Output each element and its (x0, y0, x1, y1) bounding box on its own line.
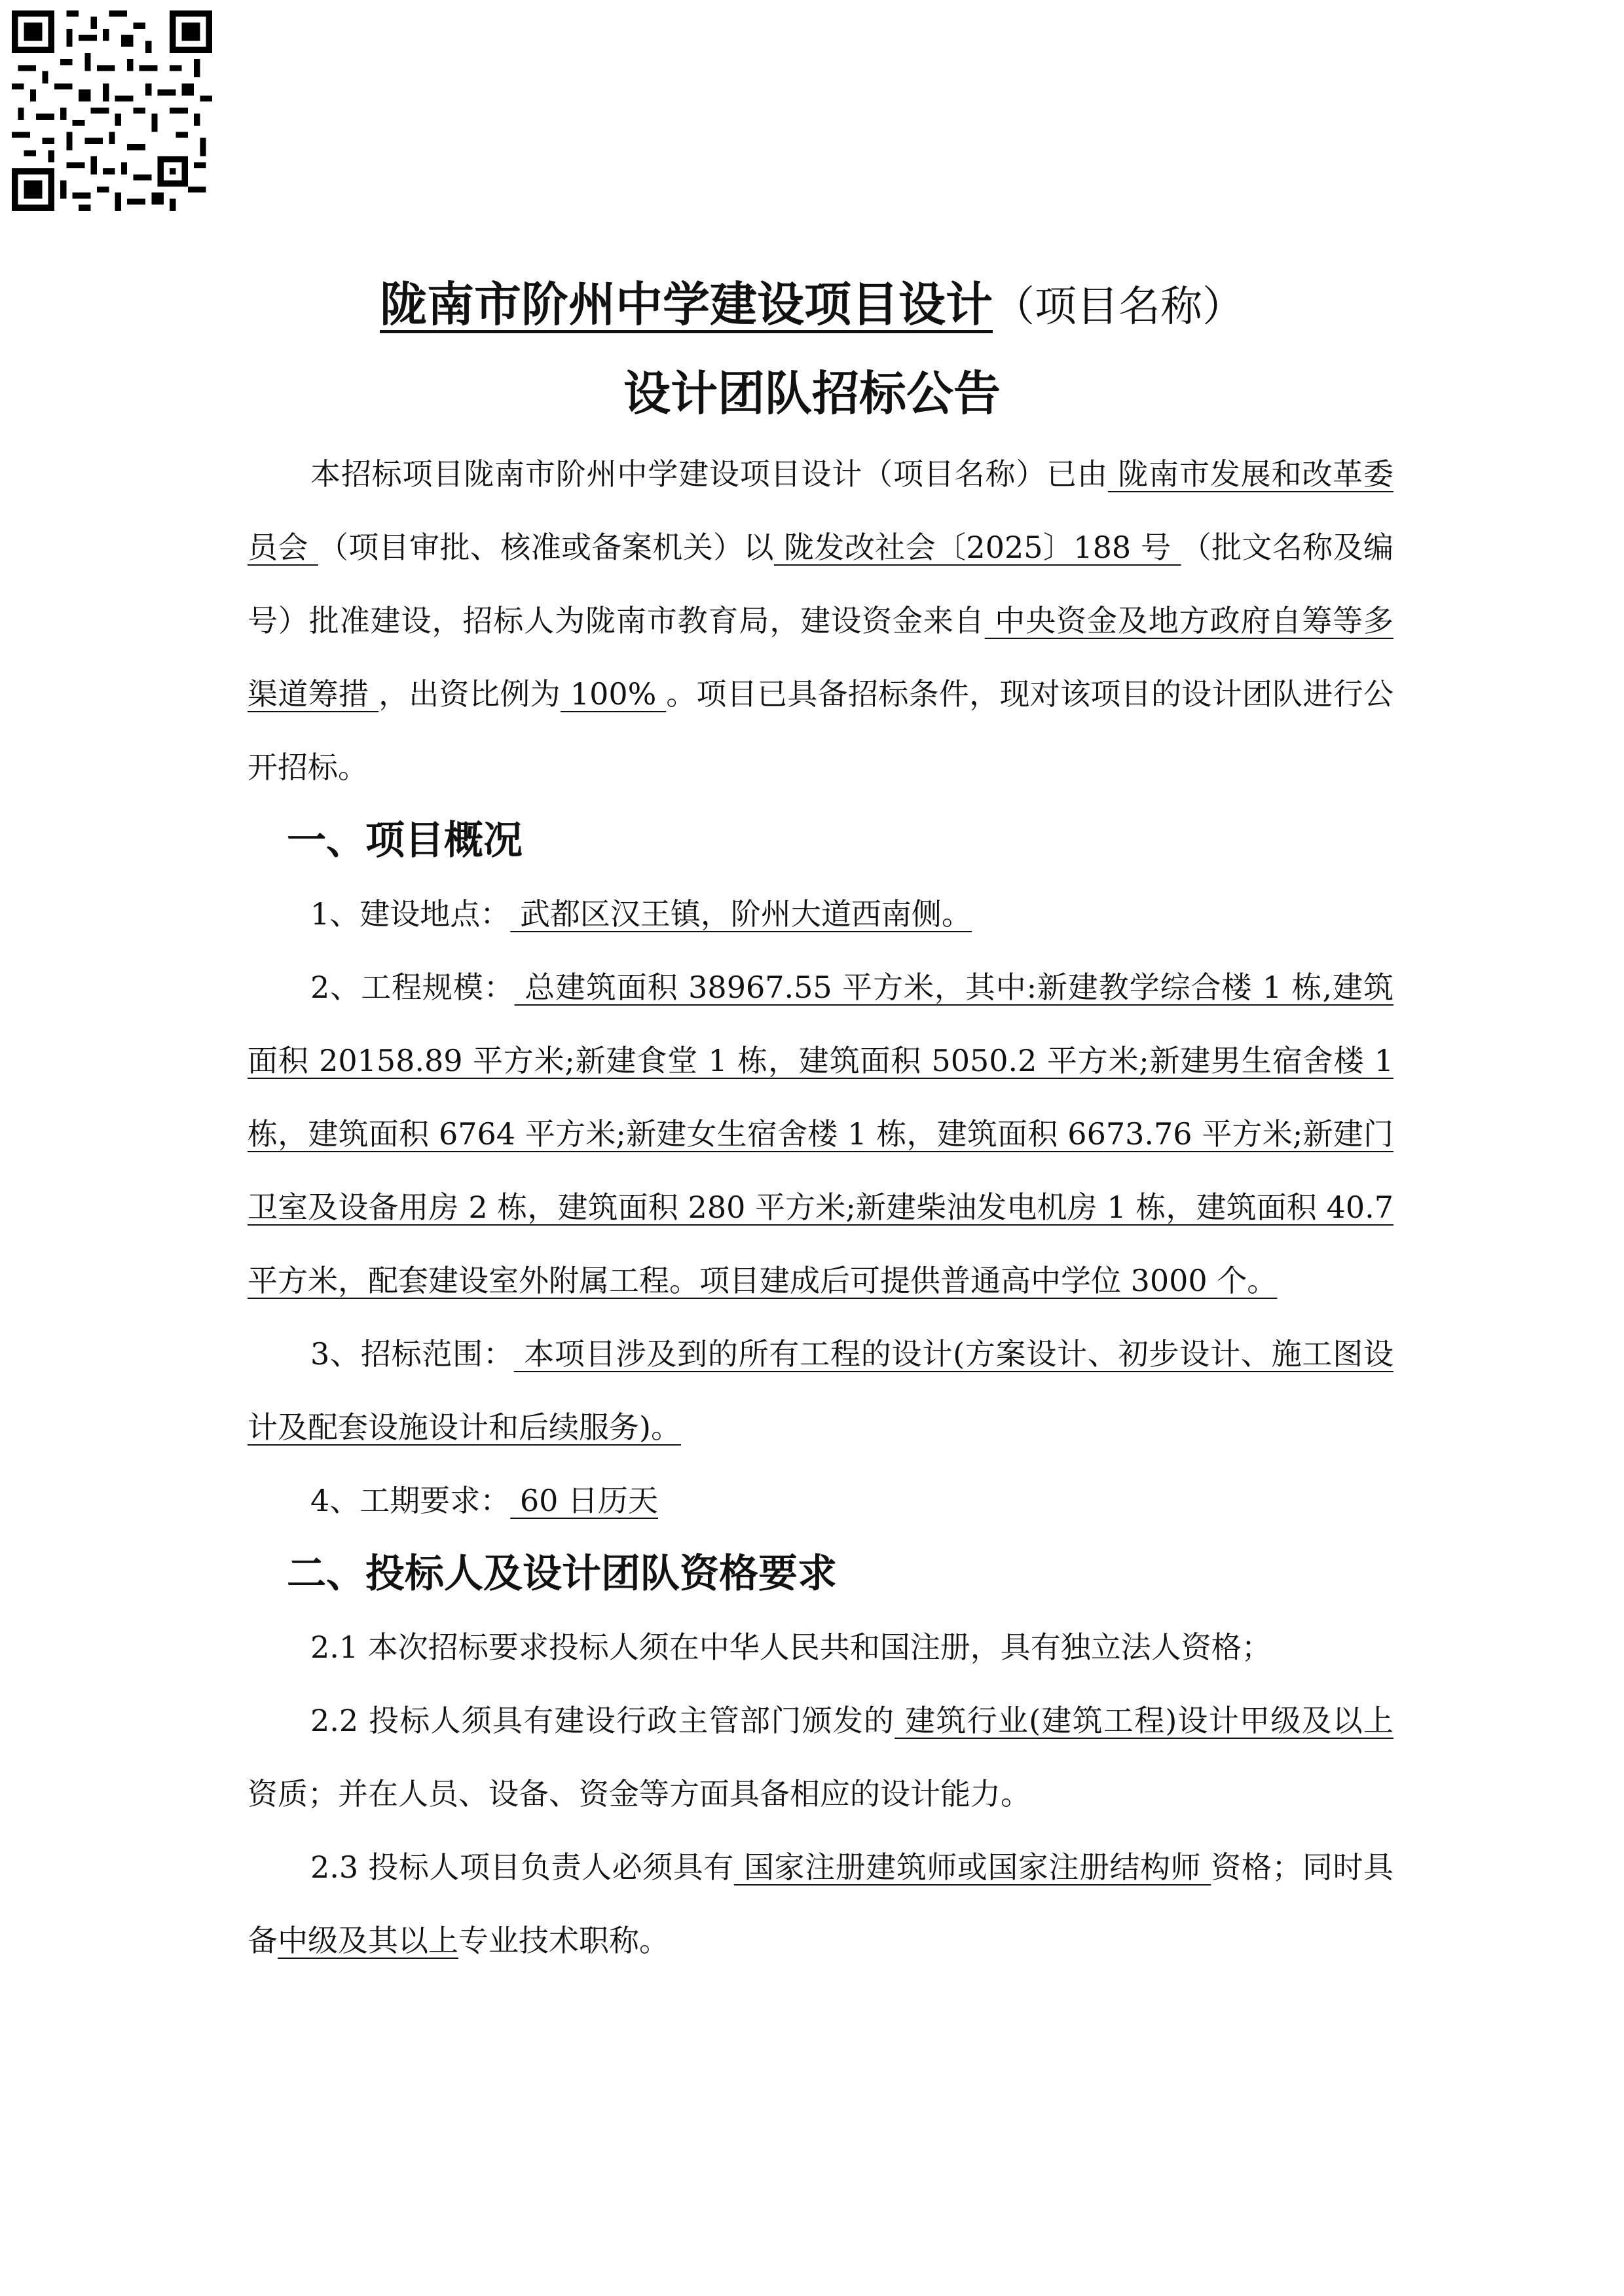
project-name: 陇南市阶州中学建设项目设计 (379, 277, 993, 332)
page-title (0, 268, 1624, 343)
item-location: 1、建设地点： 武都区汉王镇，阶州大道西南侧。 (310, 896, 972, 932)
item-scope: 3、招标范围： 本项目涉及到的所有工程的设计(方案设计、初步设计、施工图设计及配套设施设计和后续服务)。 (248, 1336, 1393, 1445)
intro-paragraph: 本招标项目陇南市阶州中学建设项目设计（项目名称）已由 陇南市发展和改革委员会 （项目审批、核准或备案机关）以 陇发改社会〔2025〕188 号 （批文名称及编号）批准建设，招标人为陇南市教育局，建设资金来自 中央资金及地方政府自筹等多渠道筹措 ，出资比例为 100% 。项目已具备招标条件，现对该项目的设计团队进行公开招标。 (248, 456, 1394, 785)
requirement-2-2: 2.2 投标人须具有建设行政主管部门颁发的 建筑行业(建筑工程)设计甲级及以上 资质；并在人员、设备、资金等方面具备相应的设计能力。 (248, 1703, 1394, 1812)
qr-code (12, 10, 212, 211)
project-name-note: （项目名称） (993, 283, 1244, 331)
document-body (248, 437, 1393, 1977)
page-subtitle: 设计团队招标公告 (623, 366, 1001, 421)
requirement-2-3: 2.3 投标人项目负责人必须具有 国家注册建筑师或国家注册结构师 资格；同时具备中级及其以上专业技术职称。 (248, 1850, 1394, 1958)
item-duration: 4、工期要求： 60 日历天 (310, 1483, 659, 1518)
requirement-2-1: 2.1 本次招标要求投标人须在中华人民共和国注册，具有独立法人资格； (310, 1630, 1272, 1665)
item-scale: 2、工程规模： 总建筑面积 38967.55 平方米，其中:新建教学综合楼 1 栋,建筑面积 20158.89 平方米;新建食堂 1 栋，建筑面积 5050.2 平方米;新建男生宿舍楼 1 栋，建筑面积 6764 平方米;新建女生宿舍楼 1 栋，建筑面积 6673.76 平方米;新建门卫室及设备用房 2 栋，建筑面积 280 平方米;新建柴油发电机房 1 栋，建筑面积 40.7 平方米，配套建设室外附属工程。项目建成后可提供普通高中学位 3000 个。 (248, 970, 1393, 1298)
section-heading-1: 一、项目概况 (287, 818, 523, 864)
section-heading-2: 二、投标人及设计团队资格要求 (287, 1551, 837, 1597)
qr-code-icon (12, 10, 212, 211)
